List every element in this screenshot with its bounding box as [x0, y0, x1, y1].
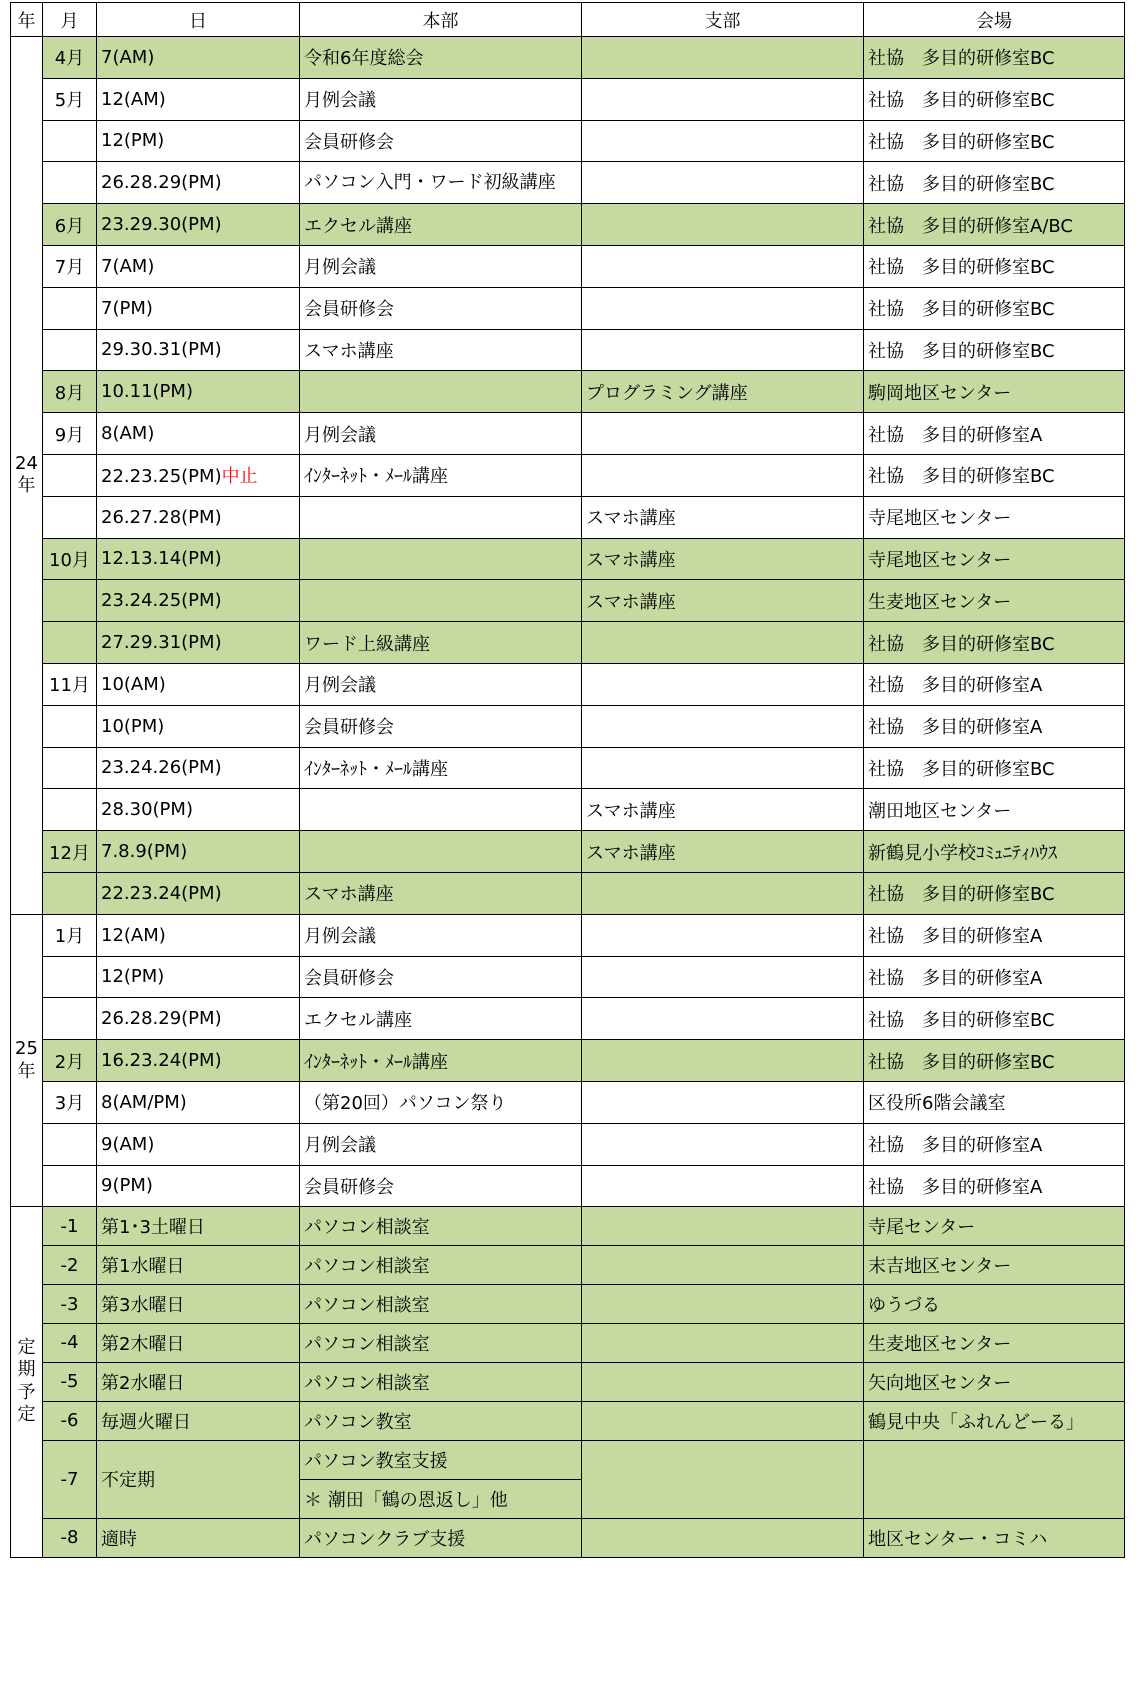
month-cell: 2月	[43, 1040, 97, 1082]
month-cell	[43, 454, 97, 496]
headquarters-cell: 会員研修会	[300, 956, 582, 998]
branch-cell	[582, 1165, 864, 1207]
month-cell: -6	[43, 1401, 97, 1440]
table-row	[11, 245, 1125, 287]
branch-cell	[582, 1323, 864, 1362]
header-month: 月	[43, 3, 97, 37]
venue-cell: 末吉地区センター	[864, 1246, 1125, 1285]
day-cell: 26.28.29(PM)	[97, 162, 300, 204]
branch-cell	[582, 1207, 864, 1246]
venue-cell: 寺尾センター	[864, 1207, 1125, 1246]
venue-cell: 社協 多目的研修室BC	[864, 329, 1125, 371]
day-text: 22.23.25(PM)	[101, 466, 222, 488]
venue-cell: 生麦地区センター	[864, 1323, 1125, 1362]
month-cell: -3	[43, 1285, 97, 1324]
month-cell	[43, 1123, 97, 1165]
table-row	[11, 204, 1125, 246]
venue-cell: 社協 多目的研修室A	[864, 705, 1125, 747]
venue-cell: 鶴見中央「ふれんどーる」	[864, 1401, 1125, 1440]
day-cell	[97, 454, 300, 496]
venue-cell: 社協 多目的研修室BC	[864, 245, 1125, 287]
branch-cell	[582, 914, 864, 956]
branch-cell: スマホ講座	[582, 831, 864, 873]
table-row	[11, 371, 1125, 413]
table-row	[11, 872, 1125, 914]
day-cell: 26.28.29(PM)	[97, 998, 300, 1040]
table-row	[11, 831, 1125, 873]
venue-cell: 地区センター・コミハ	[864, 1518, 1125, 1557]
headquarters-cell: 月例会議	[300, 245, 582, 287]
headquarters-cell: 月例会議	[300, 413, 582, 455]
month-cell: 6月	[43, 204, 97, 246]
day-cell: 第2木曜日	[97, 1323, 300, 1362]
branch-cell	[582, 747, 864, 789]
headquarters-cell: 会員研修会	[300, 705, 582, 747]
headquarters-cell: 会員研修会	[300, 1165, 582, 1207]
month-cell	[43, 329, 97, 371]
day-cell: 7(PM)	[97, 287, 300, 329]
venue-cell: 区役所6階会議室	[864, 1081, 1125, 1123]
day-cell: 28.30(PM)	[97, 789, 300, 831]
headquarters-cell: スマホ講座	[300, 329, 582, 371]
day-cell: 適時	[97, 1518, 300, 1557]
table-row	[11, 956, 1125, 998]
branch-cell: スマホ講座	[582, 538, 864, 580]
table-row	[11, 580, 1125, 622]
table-row	[11, 162, 1125, 204]
day-cell: 12(PM)	[97, 120, 300, 162]
branch-cell	[582, 120, 864, 162]
header-row	[11, 3, 1125, 37]
branch-cell	[582, 1040, 864, 1082]
table-row	[11, 496, 1125, 538]
headquarters-cell: 会員研修会	[300, 120, 582, 162]
branch-cell	[582, 1362, 864, 1401]
venue-cell: 寺尾地区センター	[864, 496, 1125, 538]
cancelled-note: 中止	[221, 466, 258, 488]
branch-cell	[582, 329, 864, 371]
month-cell	[43, 580, 97, 622]
venue-cell: 社協 多目的研修室A	[864, 1165, 1125, 1207]
branch-cell: プログラミング講座	[582, 371, 864, 413]
month-cell: 4月	[43, 37, 97, 79]
headquarters-cell: パソコンクラブ支援	[300, 1518, 582, 1557]
branch-cell	[582, 705, 864, 747]
table-row	[11, 538, 1125, 580]
branch-cell	[582, 162, 864, 204]
headquarters-cell: 会員研修会	[300, 287, 582, 329]
venue-cell: 社協 多目的研修室BC	[864, 287, 1125, 329]
headquarters-cell: パソコン相談室	[300, 1323, 582, 1362]
headquarters-cell: エクセル講座	[300, 998, 582, 1040]
table-row	[11, 1362, 1125, 1401]
venue-cell: 潮田地区センター	[864, 789, 1125, 831]
table-row	[11, 1081, 1125, 1123]
headquarters-cell: ｲﾝﾀｰﾈｯﾄ・ﾒｰﾙ講座	[300, 1040, 582, 1082]
headquarters-cell	[300, 831, 582, 873]
table-row	[11, 914, 1125, 956]
day-cell: 22.23.24(PM)	[97, 872, 300, 914]
table-row	[11, 1246, 1125, 1285]
month-cell: 8月	[43, 371, 97, 413]
month-cell: -7	[43, 1440, 97, 1518]
day-cell: 27.29.31(PM)	[97, 622, 300, 664]
month-cell: 7月	[43, 245, 97, 287]
branch-cell	[582, 245, 864, 287]
day-cell: 12.13.14(PM)	[97, 538, 300, 580]
table-row	[11, 1123, 1125, 1165]
month-cell	[43, 1165, 97, 1207]
headquarters-cell: パソコン教室支援	[300, 1440, 582, 1479]
day-cell: 不定期	[97, 1440, 300, 1518]
venue-cell: 社協 多目的研修室BC	[864, 872, 1125, 914]
headquarters-cell: パソコン相談室	[300, 1246, 582, 1285]
headquarters-cell: パソコン教室	[300, 1401, 582, 1440]
venue-cell: 社協 多目的研修室BC	[864, 454, 1125, 496]
day-cell: 第2水曜日	[97, 1362, 300, 1401]
branch-cell	[582, 1401, 864, 1440]
year-cell	[11, 914, 43, 1207]
day-cell: 9(PM)	[97, 1165, 300, 1207]
venue-cell	[864, 1440, 1125, 1518]
venue-cell: 社協 多目的研修室BC	[864, 78, 1125, 120]
day-cell: 12(AM)	[97, 914, 300, 956]
day-cell: 16.23.24(PM)	[97, 1040, 300, 1082]
day-cell: 8(AM)	[97, 413, 300, 455]
headquarters-cell: パソコン相談室	[300, 1362, 582, 1401]
branch-cell	[582, 78, 864, 120]
headquarters-cell	[300, 580, 582, 622]
day-cell: 第1･3土曜日	[97, 1207, 300, 1246]
branch-cell	[582, 663, 864, 705]
day-cell: 23.24.25(PM)	[97, 580, 300, 622]
branch-cell	[582, 1440, 864, 1518]
branch-cell	[582, 204, 864, 246]
month-cell: 12月	[43, 831, 97, 873]
table-row	[11, 622, 1125, 664]
headquarters-cell: 令和6年度総会	[300, 37, 582, 79]
day-cell: 12(PM)	[97, 956, 300, 998]
table-row	[11, 1165, 1125, 1207]
table-row	[11, 413, 1125, 455]
table-row	[11, 287, 1125, 329]
month-cell	[43, 872, 97, 914]
table-row	[11, 998, 1125, 1040]
table-row	[11, 454, 1125, 496]
table-row	[11, 789, 1125, 831]
schedule-body	[11, 37, 1125, 1558]
month-cell: 3月	[43, 1081, 97, 1123]
venue-cell: 社協 多目的研修室BC	[864, 747, 1125, 789]
table-row	[11, 329, 1125, 371]
table-row	[11, 78, 1125, 120]
month-cell: 9月	[43, 413, 97, 455]
year-label: 25 年	[15, 1038, 38, 1082]
venue-cell: 社協 多目的研修室BC	[864, 622, 1125, 664]
venue-cell: 新鶴見小学校ｺﾐｭﾆﾃｨﾊｳｽ	[864, 831, 1125, 873]
month-cell	[43, 496, 97, 538]
month-cell: -2	[43, 1246, 97, 1285]
month-cell	[43, 705, 97, 747]
header-day: 日	[97, 3, 300, 37]
headquarters-cell: （第20回）パソコン祭り	[300, 1081, 582, 1123]
venue-cell: 社協 多目的研修室A/BC	[864, 204, 1125, 246]
month-cell	[43, 622, 97, 664]
branch-cell	[582, 1081, 864, 1123]
headquarters-cell: 月例会議	[300, 78, 582, 120]
month-cell: 11月	[43, 663, 97, 705]
branch-cell	[582, 454, 864, 496]
table-row	[11, 705, 1125, 747]
branch-cell	[582, 1123, 864, 1165]
venue-cell: 社協 多目的研修室BC	[864, 998, 1125, 1040]
branch-cell	[582, 956, 864, 998]
headquarters-cell: エクセル講座	[300, 204, 582, 246]
table-row	[11, 120, 1125, 162]
branch-cell	[582, 872, 864, 914]
headquarters-cell: スマホ講座	[300, 872, 582, 914]
headquarters-cell: ｲﾝﾀｰﾈｯﾄ・ﾒｰﾙ講座	[300, 747, 582, 789]
day-cell: 12(AM)	[97, 78, 300, 120]
branch-cell	[582, 37, 864, 79]
table-row	[11, 663, 1125, 705]
headquarters-cell	[300, 371, 582, 413]
month-cell: -8	[43, 1518, 97, 1557]
year-label: 24 年	[15, 452, 38, 497]
month-cell: -4	[43, 1323, 97, 1362]
header-venue: 会場	[864, 3, 1125, 37]
headquarters-cell	[300, 789, 582, 831]
headquarters-cell: 月例会議	[300, 1123, 582, 1165]
day-cell: 7(AM)	[97, 245, 300, 287]
day-cell: 毎週火曜日	[97, 1401, 300, 1440]
branch-cell	[582, 622, 864, 664]
table-row	[11, 37, 1125, 79]
branch-cell	[582, 1246, 864, 1285]
month-cell: -5	[43, 1362, 97, 1401]
month-cell	[43, 162, 97, 204]
month-cell	[43, 747, 97, 789]
branch-cell	[582, 287, 864, 329]
headquarters-cell	[300, 496, 582, 538]
headquarters-cell: 月例会議	[300, 663, 582, 705]
branch-cell	[582, 413, 864, 455]
venue-cell: 生麦地区センター	[864, 580, 1125, 622]
venue-cell: 社協 多目的研修室BC	[864, 120, 1125, 162]
venue-cell: ゆうづる	[864, 1285, 1125, 1324]
day-cell: 10(PM)	[97, 705, 300, 747]
venue-cell: 社協 多目的研修室BC	[864, 162, 1125, 204]
branch-cell	[582, 998, 864, 1040]
month-cell	[43, 287, 97, 329]
header-headquarters: 本部	[300, 3, 582, 37]
headquarters-cell: ワード上級講座	[300, 622, 582, 664]
day-cell: 23.29.30(PM)	[97, 204, 300, 246]
month-cell	[43, 956, 97, 998]
day-cell: 29.30.31(PM)	[97, 329, 300, 371]
year-cell	[11, 1207, 43, 1557]
branch-cell: スマホ講座	[582, 580, 864, 622]
month-cell	[43, 998, 97, 1040]
month-cell	[43, 120, 97, 162]
headquarters-cell: 月例会議	[300, 914, 582, 956]
header-year: 年	[11, 3, 43, 37]
day-cell: 7(AM)	[97, 37, 300, 79]
month-cell: 5月	[43, 78, 97, 120]
day-cell: 7.8.9(PM)	[97, 831, 300, 873]
venue-cell: 社協 多目的研修室A	[864, 663, 1125, 705]
branch-cell	[582, 1518, 864, 1557]
branch-cell	[582, 1285, 864, 1324]
table-row	[11, 1040, 1125, 1082]
venue-cell: 寺尾地区センター	[864, 538, 1125, 580]
day-cell: 10(AM)	[97, 663, 300, 705]
day-cell: 第3水曜日	[97, 1285, 300, 1324]
day-cell: 10.11(PM)	[97, 371, 300, 413]
header-branch: 支部	[582, 3, 864, 37]
schedule-table	[10, 2, 1125, 1558]
year-cell	[11, 37, 43, 915]
day-cell: 9(AM)	[97, 1123, 300, 1165]
venue-cell: 社協 多目的研修室BC	[864, 1040, 1125, 1082]
branch-cell: スマホ講座	[582, 496, 864, 538]
headquarters-cell: ＊ 潮田「鶴の恩返し」他	[300, 1479, 582, 1518]
month-cell: 10月	[43, 538, 97, 580]
headquarters-cell	[300, 538, 582, 580]
venue-cell: 駒岡地区センター	[864, 371, 1125, 413]
table-row	[11, 1401, 1125, 1440]
day-cell: 26.27.28(PM)	[97, 496, 300, 538]
venue-cell: 矢向地区センター	[864, 1362, 1125, 1401]
venue-cell: 社協 多目的研修室A	[864, 914, 1125, 956]
year-label: 定 期 予 定	[17, 1336, 36, 1426]
month-cell	[43, 789, 97, 831]
table-row	[11, 1323, 1125, 1362]
table-row	[11, 747, 1125, 789]
headquarters-cell: パソコン相談室	[300, 1285, 582, 1324]
table-row	[11, 1518, 1125, 1557]
venue-cell: 社協 多目的研修室A	[864, 413, 1125, 455]
table-row	[11, 1207, 1125, 1246]
branch-cell: スマホ講座	[582, 789, 864, 831]
day-cell: 第1水曜日	[97, 1246, 300, 1285]
venue-cell: 社協 多目的研修室A	[864, 1123, 1125, 1165]
venue-cell: 社協 多目的研修室A	[864, 956, 1125, 998]
table-row	[11, 1440, 1125, 1479]
headquarters-cell: ｲﾝﾀｰﾈｯﾄ・ﾒｰﾙ講座	[300, 454, 582, 496]
headquarters-cell: パソコン入門・ワード初級講座	[300, 162, 582, 204]
month-cell: 1月	[43, 914, 97, 956]
day-cell: 8(AM/PM)	[97, 1081, 300, 1123]
day-cell: 23.24.26(PM)	[97, 747, 300, 789]
venue-cell: 社協 多目的研修室BC	[864, 37, 1125, 79]
month-cell: -1	[43, 1207, 97, 1246]
headquarters-cell: パソコン相談室	[300, 1207, 582, 1246]
table-row	[11, 1285, 1125, 1324]
